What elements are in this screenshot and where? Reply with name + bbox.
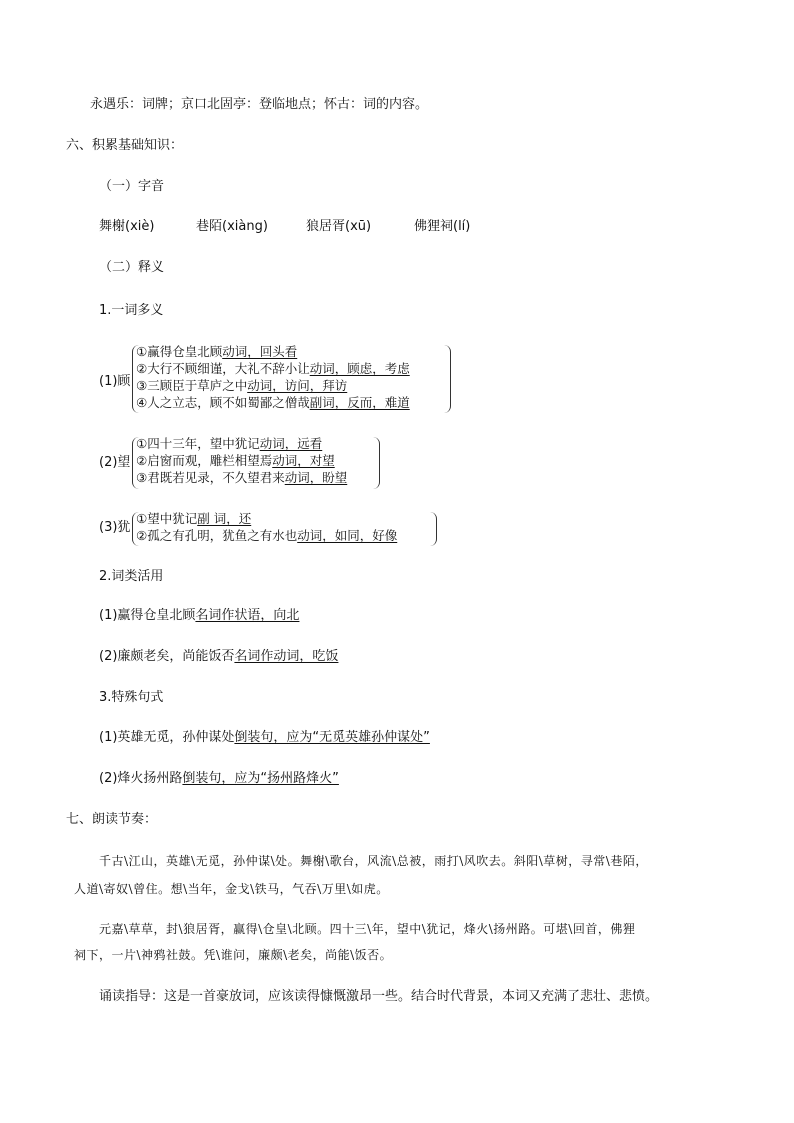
group-label: (2)望 bbox=[99, 455, 131, 470]
right-brace bbox=[373, 437, 380, 489]
pronunciation-item: 巷陌(xiàng) bbox=[196, 219, 268, 234]
meaning-item: ②启窗而观，雕栏相望焉动词，对望 bbox=[136, 453, 335, 468]
meaning-item: ①四十三年，望中犹记动词，远看 bbox=[136, 436, 323, 451]
meaning-item: ③君既若见录，不久望君来动词，盼望 bbox=[136, 470, 348, 485]
intro-line: 永遇乐：词牌；京口北固亭：登临地点；怀古：词的内容。 bbox=[90, 97, 429, 112]
meaning-item: ②孤之有孔明，犹鱼之有水也动词，如同，好像 bbox=[136, 528, 398, 543]
meaning-item: ④人之立志，顾不如蜀鄙之僧哉副词，反而，难道 bbox=[136, 395, 410, 410]
meaning-item: ②大行不顾细谨，大礼不辞小让动词，顾虑，考虑 bbox=[136, 361, 410, 376]
rhythm-line: 千古\江山，英雄\无觅，孙仲谋\处。舞榭\歌台，风流\总被，雨打\风吹去。斜阳\草树，寻常\巷陌， bbox=[99, 854, 648, 868]
polysemy-title: 1.一词多义 bbox=[99, 303, 164, 318]
right-brace bbox=[444, 345, 451, 413]
meaning-item: ③三顾臣于草庐之中动词，访问，拜访 bbox=[136, 378, 348, 393]
reading-guidance: 诵读指导：这是一首豪放词，应该读得慷慨激昂一些。结合时代背景，本词又充满了悲壮、悲愤。 bbox=[99, 989, 659, 1004]
conversion-item: (1)赢得仓皇北顾名词作状语，向北 bbox=[99, 608, 300, 623]
syntax-item: (2)烽火扬州路倒装句，应为“扬州路烽火” bbox=[99, 771, 339, 786]
subsection-pronunciation-title: （一）字音 bbox=[99, 179, 165, 194]
meaning-item: ①赢得仓皇北顾动词，回头看 bbox=[136, 344, 298, 359]
rhythm-line: 人道\寄奴\曾住。想\当年，金戈\铁马，气吞\万里\如虎。 bbox=[74, 882, 389, 896]
syntax-title: 3.特殊句式 bbox=[99, 690, 164, 705]
rhythm-line: 元嘉\草草，封\狼居胥，赢得\仓皇\北顾。四十三\年，望中\犹记，烽火\扬州路。可堪\回首，佛狸 bbox=[99, 922, 636, 936]
pronunciation-item: 佛狸祠(lí) bbox=[414, 219, 471, 234]
conversion-item: (2)廉颇老矣，尚能饭否名词作动词，吃饭 bbox=[99, 649, 339, 664]
pronunciation-item: 狼居胥(xū) bbox=[306, 219, 372, 234]
conversion-title: 2.词类活用 bbox=[99, 569, 164, 584]
group-label: (1)顾 bbox=[99, 374, 131, 389]
meaning-item: ①望中犹记副 词，还 bbox=[136, 511, 252, 526]
section-seven-title: 七、朗读节奏： bbox=[66, 812, 158, 827]
rhythm-line: 祠下，一片\神鸦社鼓。凭\谁问，廉颇\老矣，尚能\饭否。 bbox=[74, 948, 393, 962]
right-brace bbox=[430, 512, 437, 546]
subsection-meaning-title: （二）释义 bbox=[99, 260, 165, 275]
pronunciation-item: 舞榭(xiè) bbox=[99, 219, 155, 234]
syntax-item: (1)英雄无觅，孙仲谋处倒装句，应为“无觅英雄孙仲谋处” bbox=[99, 730, 430, 745]
group-label: (3)犹 bbox=[99, 520, 131, 535]
section-six-title: 六、积累基础知识： bbox=[66, 138, 184, 153]
